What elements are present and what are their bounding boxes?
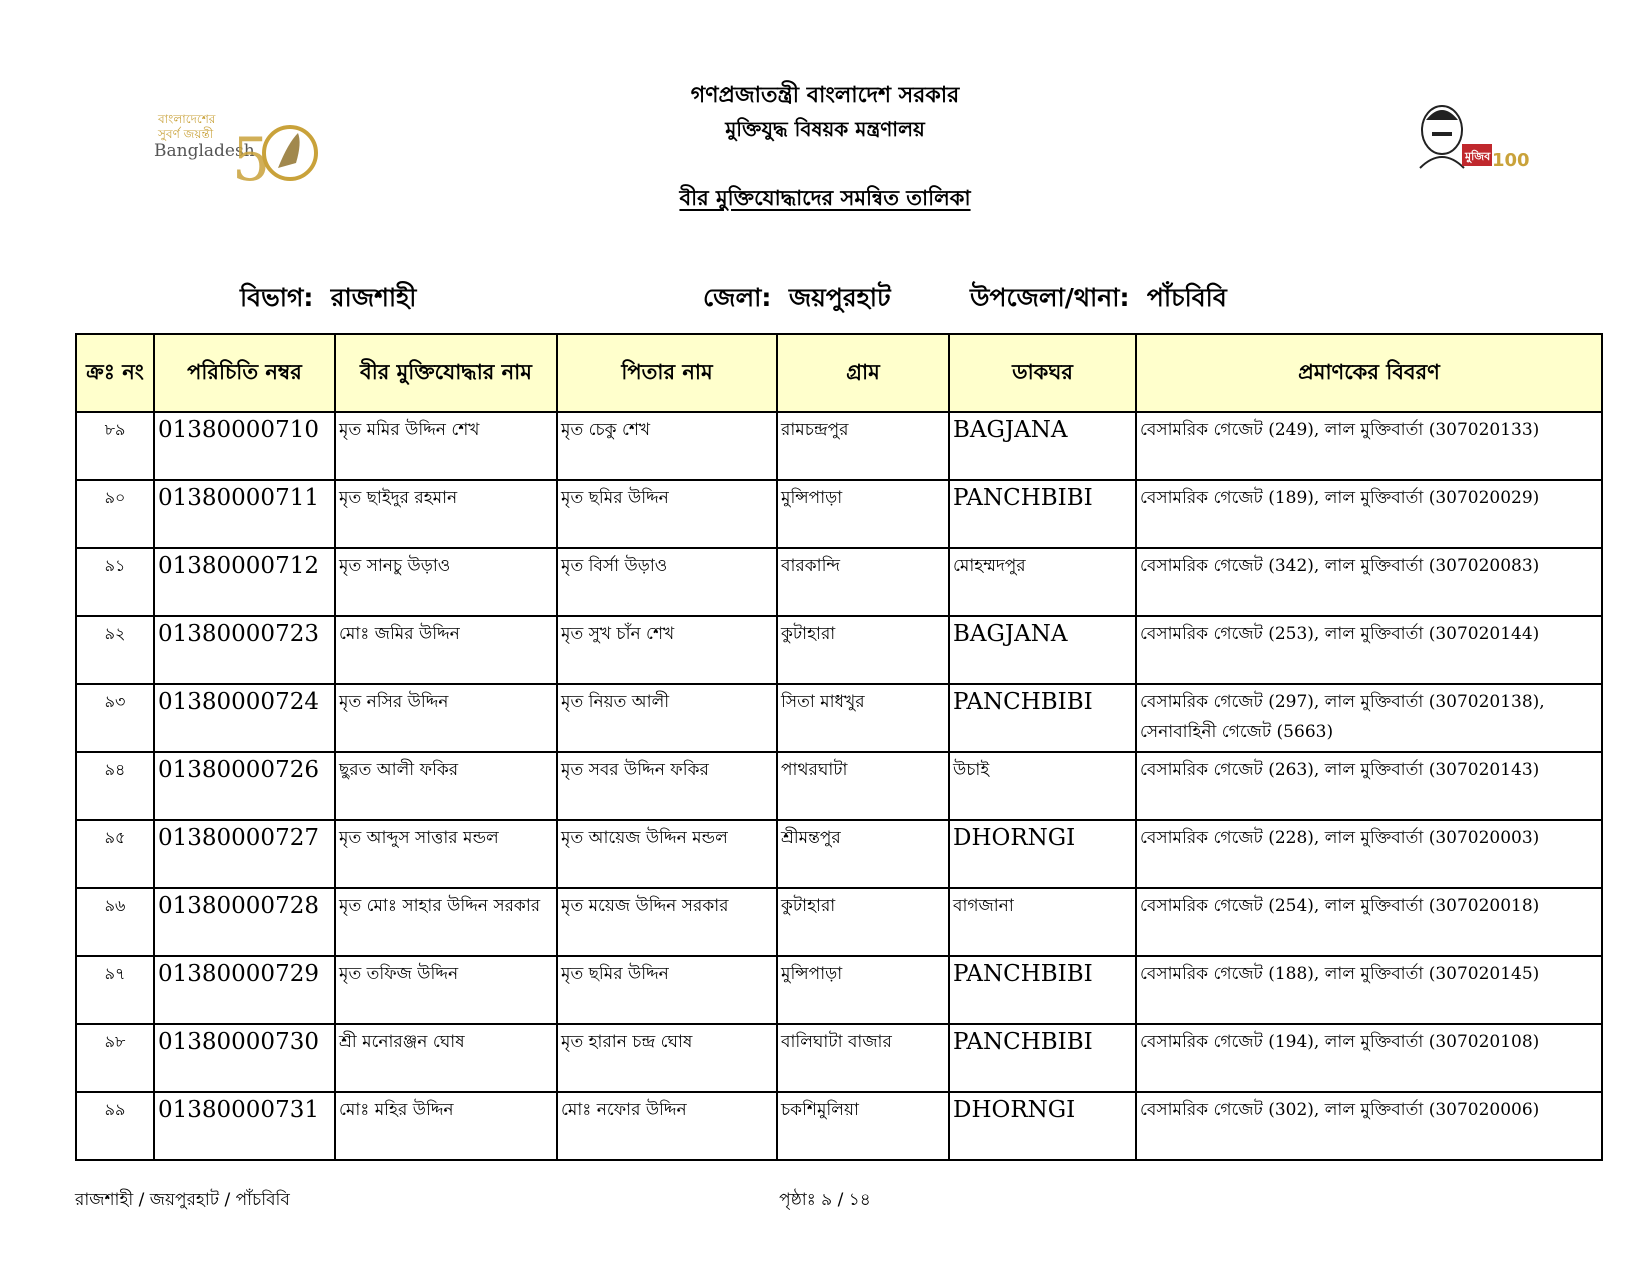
cell-post-office: PANCHBIBI (949, 684, 1136, 752)
cell-id: 01380000712 (154, 548, 335, 616)
cell-serial: ৯৬ (76, 888, 154, 956)
cell-post-office: BAGJANA (949, 412, 1136, 480)
cell-post-office: DHORNGI (949, 820, 1136, 888)
table-row (76, 616, 1602, 684)
cell-id: 01380000729 (154, 956, 335, 1024)
svg-text:মুজিব: মুজিব (1465, 150, 1491, 163)
cell-village: কুটাহারা (777, 616, 949, 684)
cell-village: বারকান্দি (777, 548, 949, 616)
table-row (76, 820, 1602, 888)
cell-serial: ৯৩ (76, 684, 154, 752)
cell-post-office: PANCHBIBI (949, 480, 1136, 548)
table-row (76, 412, 1602, 480)
cell-name: মৃত সানচু উড়াও (335, 548, 557, 616)
cell-serial: ৯১ (76, 548, 154, 616)
cell-proof: বেসামরিক গেজেট (297), লাল মুক্তিবার্তা (307020138), সেনাবাহিনী গেজেট (5663) (1136, 684, 1602, 752)
table-row (76, 1092, 1602, 1160)
cell-post-office: বাগজানা (949, 888, 1136, 956)
cell-post-office: মোহম্মদপুর (949, 548, 1136, 616)
cell-proof: বেসামরিক গেজেট (188), লাল মুক্তিবার্তা (307020145) (1136, 956, 1602, 1024)
col-header-id: পরিচিতি নম্বর (154, 334, 335, 412)
cell-village: মুন্সিপাড়া (777, 956, 949, 1024)
cell-village: চকশিমুলিয়া (777, 1092, 949, 1160)
cell-name: মৃত ছাইদুর রহমান (335, 480, 557, 548)
cell-post-office: DHORNGI (949, 1092, 1136, 1160)
cell-post-office: উচাই (949, 752, 1136, 820)
cell-village: মুন্সিপাড়া (777, 480, 949, 548)
page-number: পৃষ্ঠাঃ ৯ / ১৪ (779, 1190, 871, 1210)
cell-name: মৃত নসির উদ্দিন (335, 684, 557, 752)
col-header-proof: প্রমাণকের বিবরণ (1136, 334, 1602, 412)
upazila-field (970, 278, 1227, 321)
district-field (703, 278, 891, 321)
cell-proof: বেসামরিক গেজেট (189), লাল মুক্তিবার্তা (307020029) (1136, 480, 1602, 548)
government-title: গণপ্রজাতন্ত্রী বাংলাদেশ সরকার (690, 83, 960, 108)
cell-name: মোঃ জমির উদ্দিন (335, 616, 557, 684)
division-label: বিভাগ: (240, 283, 314, 312)
cell-proof: বেসামরিক গেজেট (263), লাল মুক্তিবার্তা (307020143) (1136, 752, 1602, 820)
cell-post-office: PANCHBIBI (949, 956, 1136, 1024)
cell-father: মোঃ নফোর উদ্দিন (557, 1092, 777, 1160)
table-row (76, 684, 1602, 752)
col-header-serial: ক্রঃ নং (76, 334, 154, 412)
cell-name: মোঃ মহির উদ্দিন (335, 1092, 557, 1160)
cell-id: 01380000730 (154, 1024, 335, 1092)
cell-serial: ৯৪ (76, 752, 154, 820)
cell-id: 01380000731 (154, 1092, 335, 1160)
table-row (76, 1024, 1602, 1092)
table-row (76, 548, 1602, 616)
district-value: জয়পুরহাট (788, 283, 891, 312)
cell-name: মৃত তফিজ উদ্দিন (335, 956, 557, 1024)
cell-father: মৃত সবর উদ্দিন ফকির (557, 752, 777, 820)
cell-id: 01380000728 (154, 888, 335, 956)
cell-id: 01380000711 (154, 480, 335, 548)
cell-serial: ৮৯ (76, 412, 154, 480)
cell-proof: বেসামরিক গেজেট (249), লাল মুক্তিবার্তা (307020133) (1136, 412, 1602, 480)
col-header-village: গ্রাম (777, 334, 949, 412)
cell-serial: ৯৯ (76, 1092, 154, 1160)
cell-village: বালিঘাটা বাজার (777, 1024, 949, 1092)
cell-proof: বেসামরিক গেজেট (253), লাল মুক্তিবার্তা (307020144) (1136, 616, 1602, 684)
cell-village: সিতা মাধখুর (777, 684, 949, 752)
list-title (0, 182, 1650, 217)
cell-village: কুটাহারা (777, 888, 949, 956)
col-header-father: পিতার নাম (557, 334, 777, 412)
cell-father: মৃত নিয়ত আলী (557, 684, 777, 752)
cell-id: 01380000726 (154, 752, 335, 820)
cell-name: শ্রী মনোরঞ্জন ঘোষ (335, 1024, 557, 1092)
table-row (76, 752, 1602, 820)
cell-serial: ৯২ (76, 616, 154, 684)
cell-id: 01380000723 (154, 616, 335, 684)
cell-father: মৃত বির্সা উড়াও (557, 548, 777, 616)
cell-proof: বেসামরিক গেজেট (302), লাল মুক্তিবার্তা (307020006) (1136, 1092, 1602, 1160)
col-header-name: বীর মুক্তিযোদ্ধার নাম (335, 334, 557, 412)
ministry-name: মুক্তিযুদ্ধ বিষয়ক মন্ত্রণালয় (725, 117, 925, 141)
svg-text:সুবর্ণ জয়ন্তী: সুবর্ণ জয়ন্তী (158, 127, 214, 141)
cell-proof: বেসামরিক গেজেট (194), লাল মুক্তিবার্তা (307020108) (1136, 1024, 1602, 1092)
cell-village: শ্রীমন্তপুর (777, 820, 949, 888)
upazila-label: উপজেলা/থানা: (970, 283, 1130, 312)
cell-serial: ৯৫ (76, 820, 154, 888)
cell-proof: বেসামরিক গেজেট (254), লাল মুক্তিবার্তা (307020018) (1136, 888, 1602, 956)
svg-text:বাংলাদেশের: বাংলাদেশের (158, 112, 216, 126)
division-field (240, 278, 416, 321)
cell-village: রামচন্দ্রপুর (777, 412, 949, 480)
col-header-post-office: ডাকঘর (949, 334, 1136, 412)
cell-serial: ৯৮ (76, 1024, 154, 1092)
cell-father: মৃত ছমির উদ্দিন (557, 480, 777, 548)
cell-proof: বেসামরিক গেজেট (228), লাল মুক্তিবার্তা (307020003) (1136, 820, 1602, 888)
cell-village: পাথরঘাটা (777, 752, 949, 820)
cell-father: মৃত ময়েজ উদ্দিন সরকার (557, 888, 777, 956)
cell-father: মৃত আয়েজ উদ্দিন মন্ডল (557, 820, 777, 888)
cell-serial: ৯০ (76, 480, 154, 548)
cell-id: 01380000724 (154, 684, 335, 752)
division-value: রাজশাহী (330, 283, 417, 312)
list-title-text: বীর মুক্তিযোদ্ধাদের সমন্বিত তালিকা (679, 186, 971, 210)
table-row (76, 888, 1602, 956)
cell-serial: ৯৭ (76, 956, 154, 1024)
cell-father: মৃত সুখ চাঁন শেখ (557, 616, 777, 684)
cell-post-office: PANCHBIBI (949, 1024, 1136, 1092)
svg-text:Bangladesh: Bangladesh (154, 141, 255, 161)
cell-father: মৃত ছমির উদ্দিন (557, 956, 777, 1024)
cell-father: মৃত হারান চন্দ্র ঘোষ (557, 1024, 777, 1092)
cell-id: 01380000710 (154, 412, 335, 480)
cell-name: মৃত আব্দুস সাত্তার মন্ডল (335, 820, 557, 888)
cell-proof: বেসামরিক গেজেট (342), লাল মুক্তিবার্তা (307020083) (1136, 548, 1602, 616)
table-row (76, 956, 1602, 1024)
svg-text:5: 5 (232, 125, 271, 195)
table-header-row (76, 334, 1602, 412)
freedom-fighters-table (75, 333, 1603, 1161)
cell-name: ছুরত আলী ফকির (335, 752, 557, 820)
cell-name: মৃত মোঃ সাহার উদ্দিন সরকার (335, 888, 557, 956)
cell-father: মৃত চেকু শেখ (557, 412, 777, 480)
cell-name: মৃত মমির উদ্দিন শেখ (335, 412, 557, 480)
footer-breadcrumb: রাজশাহী / জয়পুরহাট / পাঁচবিবি (75, 1190, 290, 1210)
table-row (76, 480, 1602, 548)
district-label: জেলা: (703, 283, 772, 312)
cell-id: 01380000727 (154, 820, 335, 888)
upazila-value: পাঁচবিবি (1146, 283, 1227, 312)
cell-post-office: BAGJANA (949, 616, 1136, 684)
svg-text:100: 100 (1492, 150, 1530, 171)
